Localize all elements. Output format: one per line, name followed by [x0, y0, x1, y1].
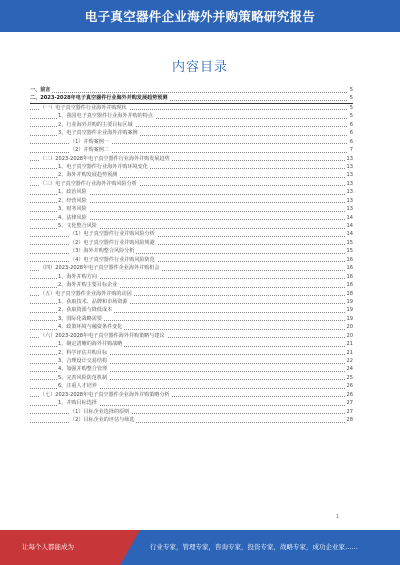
toc-entry[interactable]: [30, 256, 353, 264]
toc-entry[interactable]: [30, 112, 353, 120]
toc-entry[interactable]: [30, 205, 353, 213]
toc-entry-page: 26: [346, 391, 353, 398]
toc-entry-text: （六）2023-2028年电子真空器件海外并购策略与建议: [40, 332, 165, 339]
toc-entry-page: 6: [349, 130, 353, 137]
toc-entry-page: 14: [346, 214, 353, 221]
toc-entry-text: （一）电子真空器件行业海外并购现状: [40, 104, 127, 111]
toc-entry-page: 28: [346, 417, 353, 424]
toc-entry[interactable]: [30, 180, 353, 188]
toc-entry[interactable]: [30, 357, 353, 365]
toc-entry-page: 20: [346, 324, 353, 331]
toc-entry-text: 5、完善风险防范机制: [58, 374, 108, 381]
toc-entry-text: （三）电子真空器件行业海外并购风险分析: [40, 180, 137, 187]
toc-entry-page: 13: [346, 163, 353, 170]
toc-entry-page: 16: [346, 256, 353, 263]
toc-entry[interactable]: [30, 222, 353, 230]
toc-entry-page: 6: [349, 121, 353, 128]
toc-entry-page: 16: [346, 282, 353, 289]
toc-entry-page: 13: [346, 155, 353, 162]
toc-entry-text: 1、制定清晰的海外并购战略: [58, 341, 123, 348]
toc-entry-text: （二）2023-2028年电子真空器件行业海外并购发展趋势: [40, 155, 170, 162]
toc-entry[interactable]: [30, 171, 353, 179]
toc-entry-text: 4、加强并购整合管理: [58, 366, 108, 373]
table-of-contents: [30, 86, 353, 425]
toc-entry[interactable]: [30, 332, 353, 340]
report-title: 电子真空器件企业海外并购策略研究报告: [84, 9, 316, 24]
toc-entry[interactable]: [30, 138, 353, 146]
toc-entry-page: 16: [346, 265, 353, 272]
toc-entry-text: 4、法律风险: [58, 214, 87, 221]
toc-entry-page: 26: [346, 383, 353, 390]
toc-entry-text: （3）海外并购整合风险分析: [70, 248, 135, 255]
toc-entry[interactable]: [30, 340, 353, 348]
toc-entry-page: 25: [346, 374, 353, 381]
toc-entry-text: 1、我国电子真空器件行业海外并购的特点: [58, 113, 153, 120]
toc-entry-text: （2）目标企业的评估与筛选: [70, 417, 135, 424]
toc-entry[interactable]: [30, 86, 353, 94]
toc-entry[interactable]: [30, 374, 353, 382]
toc-entry-text: （1）目标企业选择的原则: [70, 408, 130, 415]
toc-entry[interactable]: [30, 365, 353, 373]
toc-entry-page: 18: [346, 290, 353, 297]
toc-entry-page: 5: [349, 95, 353, 102]
toc-entry-text: 2、海外并购主要目标企业: [58, 282, 118, 289]
toc-entry[interactable]: [30, 391, 353, 399]
toc-entry-text: 二、2023-2028年电子真空器件行业海外并购发展趋势预测: [30, 95, 168, 102]
toc-entry-page: 22: [346, 358, 353, 364]
toc-entry-text: （1）并购案例一: [70, 138, 109, 145]
toc-entry-page: 19: [346, 307, 353, 314]
toc-entry[interactable]: [30, 129, 353, 137]
toc-entry[interactable]: [30, 264, 353, 272]
toc-entry-text: （1）电子真空器件行业并购风险分析: [70, 231, 155, 238]
toc-entry[interactable]: [30, 281, 353, 289]
toc-entry-text: （五）电子真空器件企业海外并购的动因: [40, 290, 132, 297]
toc-entry[interactable]: [30, 121, 353, 129]
toc-entry-page: 24: [346, 366, 353, 373]
toc-entry-text: 1、获取技术、品牌和市场资源: [58, 298, 128, 305]
toc-entry-text: 2、海外并购发展趋势预测: [58, 172, 118, 179]
toc-entry-text: 1、海外并购方向: [58, 273, 97, 280]
toc-entry-text: 6、注重人才培养: [58, 383, 97, 390]
toc-entry[interactable]: [30, 306, 353, 314]
toc-entry-text: 1、并购目标选择: [58, 400, 97, 407]
toc-entry[interactable]: [30, 315, 353, 323]
toc-entry-text: （2）并购案例二: [70, 147, 109, 154]
toc-entry[interactable]: [30, 273, 353, 281]
toc-entry[interactable]: [30, 155, 353, 163]
toc-entry-page: 16: [346, 273, 353, 280]
toc-entry-page: 27: [346, 408, 353, 415]
toc-entry[interactable]: [30, 349, 353, 357]
toc-entry-page: 15: [346, 248, 353, 255]
page-number: 1: [336, 514, 340, 520]
toc-entry[interactable]: [30, 230, 353, 238]
toc-entry-page: 13: [346, 180, 353, 187]
toc-entry[interactable]: [30, 408, 353, 416]
footer-services: 行业专家，管理专家，咨询专家，投资专家，战略专家，成功企业家……: [150, 543, 358, 551]
toc-entry-page: 13: [346, 172, 353, 179]
toc-entry-page: 21: [346, 341, 353, 348]
toc-entry[interactable]: [30, 146, 353, 154]
toc-entry[interactable]: [30, 290, 353, 298]
toc-leader-dots: [30, 92, 347, 93]
toc-entry-text: （4）电子真空器件行业并购风险防范: [70, 256, 155, 263]
toc-entry[interactable]: [30, 104, 353, 112]
toc-entry-page: 20: [346, 332, 353, 339]
toc-entry-text: 4、政策环境与融资条件变化: [58, 324, 123, 331]
toc-entry-page: 13: [346, 206, 353, 213]
toc-entry-text: 2、科学评估并购目标: [58, 349, 108, 356]
toc-entry-text: 2、获取资源与降低成本: [58, 307, 113, 314]
toc-entry[interactable]: [30, 163, 353, 171]
toc-heading: 内容目录: [171, 60, 228, 75]
toc-entry[interactable]: [30, 197, 353, 205]
toc-entry-text: 3、财务风险: [58, 206, 87, 213]
toc-entry-text: 2、行业海外并购的主要目标区域: [58, 121, 133, 128]
footer-slogan: 让每个人都能成为: [22, 543, 74, 551]
toc-entry-text: 3、合理设计交易结构: [58, 358, 108, 364]
toc-entry-page: 19: [346, 298, 353, 305]
toc-entry[interactable]: [30, 323, 353, 331]
toc-entry[interactable]: [30, 416, 353, 424]
toc-entry-text: （七）2023-2028年电子真空器件企业海外并购策略分析: [40, 391, 170, 398]
toc-entry-page: 13: [346, 189, 353, 196]
toc-entry-text: 一、前言: [30, 87, 51, 93]
toc-entry-text: 5、文化整合风险: [58, 223, 97, 229]
report-header: [0, 0, 400, 32]
footer-banner: [0, 530, 400, 565]
toc-entry-page: 5: [349, 104, 353, 111]
toc-entry[interactable]: [30, 94, 353, 103]
toc-entry-page: 7: [349, 147, 353, 154]
toc-entry-page: 5: [349, 113, 353, 120]
toc-entry-page: 13: [346, 197, 353, 204]
toc-entry-text: 1、政治风险: [58, 189, 87, 196]
toc-entry-page: 19: [346, 315, 353, 322]
toc-entry-text: （四）2023-2028年电子真空器件企业海外并购机会: [40, 265, 160, 272]
toc-entry-page: 6: [349, 138, 353, 145]
toc-entry-page: 14: [346, 223, 353, 229]
toc-entry-text: 2、经营风险: [58, 197, 87, 204]
toc-entry[interactable]: [30, 298, 353, 306]
toc-entry-text: 1、电子真空器件行业海外并购环境变化: [58, 163, 148, 170]
toc-entry-text: 3、国际化战略需要: [58, 315, 102, 322]
toc-entry[interactable]: [30, 214, 353, 222]
toc-entry[interactable]: [30, 188, 353, 196]
toc-entry-text: 3、电子真空器件企业海外并购案例: [58, 130, 138, 137]
toc-entry[interactable]: [30, 247, 353, 255]
toc-entry-page: 14: [346, 231, 353, 238]
toc-entry[interactable]: [30, 239, 353, 247]
toc-entry-text: （2）电子真空器件行业并购风险规避: [70, 239, 155, 246]
toc-entry-page: 5: [349, 87, 353, 93]
toc-entry[interactable]: [30, 399, 353, 407]
toc-entry-page: 21: [346, 349, 353, 356]
toc-entry-page: 15: [346, 239, 353, 246]
toc-entry-page: 27: [346, 400, 353, 407]
toc-entry[interactable]: [30, 382, 353, 390]
